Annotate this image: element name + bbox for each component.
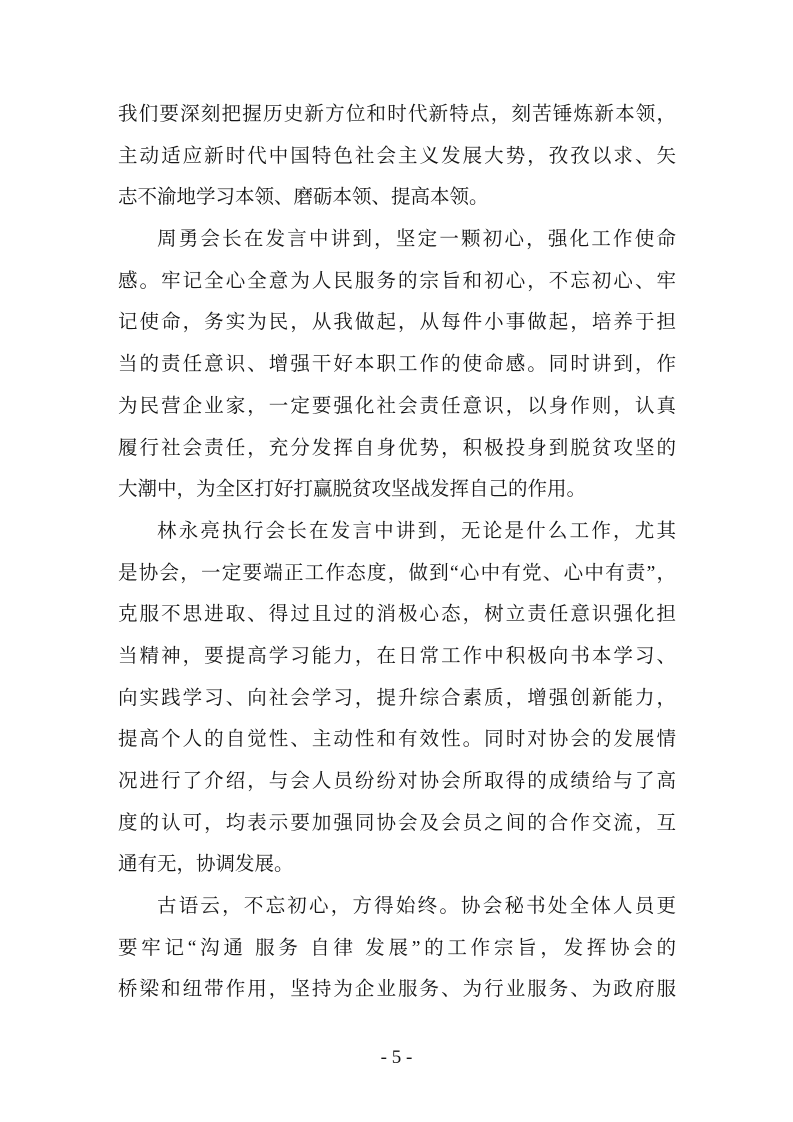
- text-line: 周勇会长在发言中讲到，坚定一颗初心，强化工作使命: [157, 229, 676, 251]
- text-line: 桥梁和纽带作用，坚持为企业服务、为行业服务、为政府服: [118, 979, 676, 1001]
- text-line: 感。牢记全心全意为人民服务的宗旨和初心，不忘初心、牢: [118, 270, 676, 292]
- text-line: 履行社会责任，充分发挥自身优势，积极投身到脱贫攻坚的: [118, 437, 676, 459]
- text-line: 当的责任意识、增强干好本职工作的使命感。同时讲到，作: [118, 354, 676, 376]
- text-line: 大潮中，为全区打好打赢脱贫攻坚战发挥自己的作用。: [118, 479, 587, 501]
- text-line: 向实践学习、向社会学习，提升综合素质，增强创新能力，: [118, 687, 676, 709]
- text-line: 当精神，要提高学习能力，在日常工作中积极向书本学习、: [118, 645, 676, 667]
- text-line: 提高个人的自觉性、主动性和有效性。同时对协会的发展情: [118, 729, 676, 751]
- text-line: 记使命，务实为民，从我做起，从每件小事做起，培养于担: [118, 312, 676, 334]
- text-line: 志不渝地学习本领、磨砺本领、提高本领。: [118, 187, 489, 209]
- text-line: 克服不思进取、得过且过的消极心态，树立责任意识强化担: [118, 604, 676, 626]
- text-line: 通有无，协调发展。: [118, 854, 294, 876]
- text-line: 我们要深刻把握历史新方位和时代新特点，刻苦锤炼新本领，: [118, 104, 676, 125]
- text-line: 古语云，不忘初心，方得始终。协会秘书处全体人员更: [157, 896, 676, 918]
- text-line: 要牢记“沟通 服务 自律 发展”的工作宗旨，发挥协会的: [118, 937, 676, 959]
- text-line: 度的认可，均表示要加强同协会及会员之间的合作交流，互: [118, 812, 676, 834]
- document-body: [118, 94, 676, 1011]
- text-line: 主动适应新时代中国特色社会主义发展大势，孜孜以求、矢: [118, 145, 676, 167]
- text-line: 林永亮执行会长在发言中讲到，无论是什么工作，尤其: [157, 520, 676, 542]
- text-line: 为民营企业家，一定要强化社会责任意识，以身作则，认真: [118, 395, 676, 417]
- page-number: - 5 -: [380, 1047, 413, 1068]
- text-line: 况进行了介绍，与会人员纷纷对协会所取得的成绩给与了高: [118, 771, 676, 792]
- text-line: 是协会，一定要端正工作态度，做到“心中有党、心中有责”，: [118, 562, 676, 584]
